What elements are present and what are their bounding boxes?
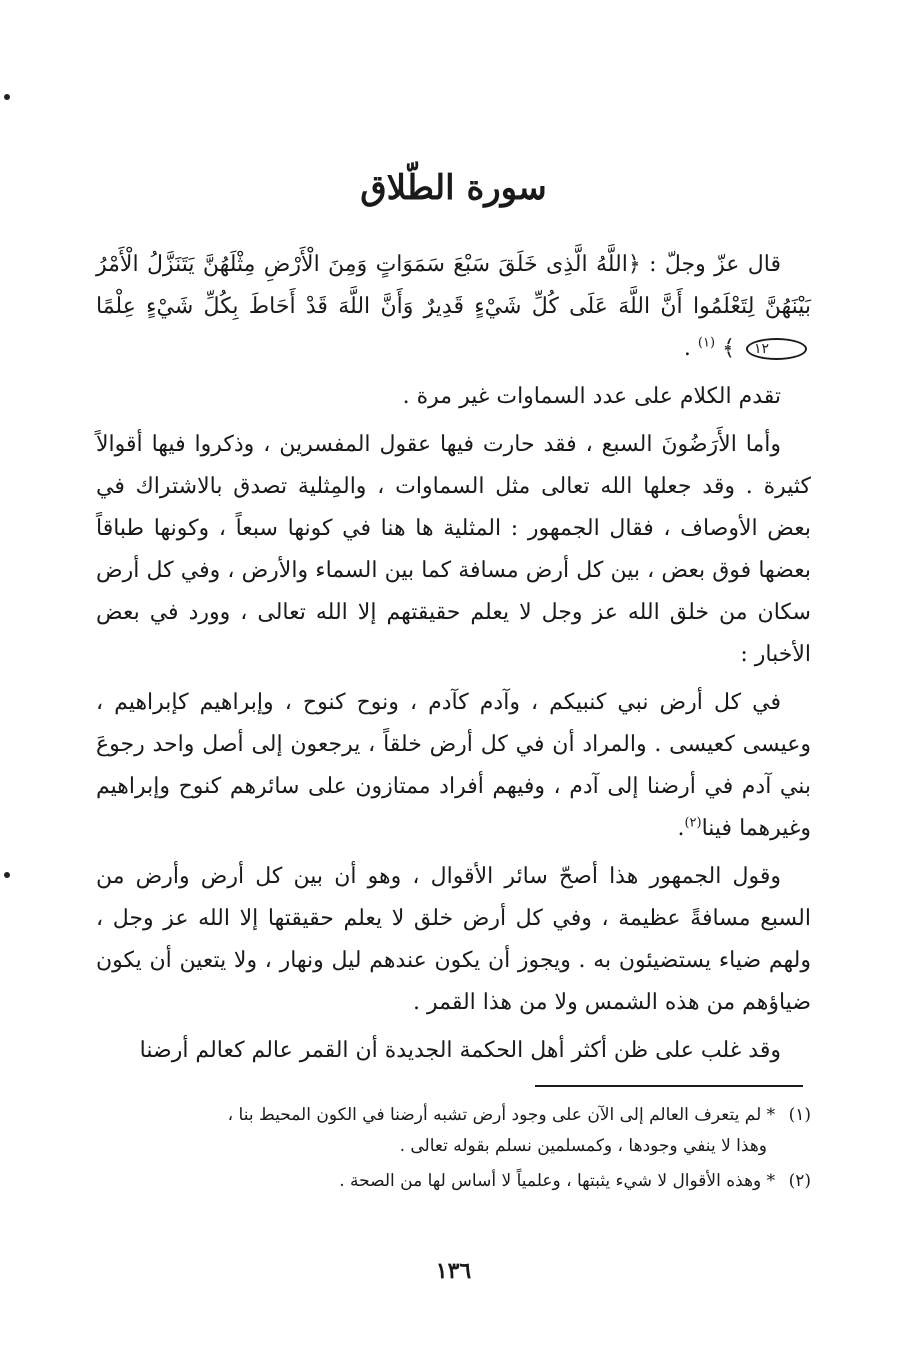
verse-end: . xyxy=(683,336,691,361)
paragraph-6: وقد غلب على ظن أكثر أهل الحكمة الجديدة أن القمر عالم كعالم أرضنا xyxy=(139,1038,781,1063)
paragraph-verse xyxy=(96,244,811,370)
page-number: ١٣٦ xyxy=(435,1258,472,1284)
verse-number-marker: ١٢ xyxy=(746,338,807,360)
footnotes-section xyxy=(96,1100,811,1201)
footnote-1-star: * xyxy=(766,1105,776,1125)
quran-verse: ﴿اللَّهُ الَّذِى خَلَقَ سَبْعَ سَمَوَاتٍ وَمِنَ الْأَرْضِ مِثْلَهُنَّ يَتَنَزَّلُ الْأَمْرُ بَيْنَهُنَّ لِتَعْلَمُوا أَنَّ اللَّهَ عَلَى كُلِّ شَيْءٍ قَدِيرٌ وَأَنَّ اللَّهَ قَدْ أَحَاطَ بِكُلِّ شَيْءٍ عِلْمًا xyxy=(96,252,811,319)
footnote-1 xyxy=(96,1100,811,1162)
footnote-1-number: (١) xyxy=(788,1105,811,1125)
paragraph-3: وأما الأَرَضُونَ السبع ، فقد حارت فيها عقول المفسرين ، وذكروا فيها أقوالاً كثيرة . وقد جعلها الله تعالى مثل السماوات ، والمِثلية تصدق بالاشتراك في بعض الأوصاف ، فقال الجمهور : المثلية ها هنا في كونها سبعاً ، وكونها طباقاً بعضها فوق بعض ، بين كل أرض مسافة كما بين السماء والأرض ، وفي كل أرض سكان من خلق الله عز وجل لا يعلم حقيقتهم إلا الله تعالى ، وورد في بعض الأخبار : xyxy=(96,432,811,667)
paragraph-4-end: . xyxy=(677,816,685,841)
footnote-ref-2[interactable]: (٢) xyxy=(684,815,702,831)
scan-edge-mark xyxy=(4,94,10,100)
footnote-1-line1: لم يتعرف العالم إلى الآن على وجود أرض تشبه أرضنا في الكون المحيط بنا ، xyxy=(227,1105,762,1125)
scan-edge-mark xyxy=(4,872,10,878)
paragraph-4 xyxy=(96,682,811,850)
verse-close-bracket: ﴾ xyxy=(722,336,735,361)
footnote-2-star: * xyxy=(766,1171,776,1191)
footnote-2-line1: وهذه الأقوال لا شيء يثبتها ، وعلمياً لا أساس لها من الصحة . xyxy=(339,1171,762,1191)
footnote-divider xyxy=(535,1085,803,1087)
footnote-2 xyxy=(96,1166,811,1197)
paragraph-2: تقدم الكلام على عدد السماوات غير مرة . xyxy=(402,384,781,409)
main-text xyxy=(96,244,811,1078)
footnote-ref-1[interactable]: (١) xyxy=(697,335,716,351)
paragraph-5: وقول الجمهور هذا أصحّ سائر الأقوال ، وهو أن بين كل أرض وأرض من السبع مسافةً عظيمة ، وفي كل أرض خلق لا يعلم حقيقتها إلا الله عز وجل ، ولهم ضياء يستضيئون به . ويجوز أن يكون عندهم ليل ونهار ، ولا يتعين أن يكون ضياؤهم من هذه الشمس ولا من هذا القمر . xyxy=(96,864,811,1015)
surah-title: سورة الطّلاق xyxy=(360,168,547,208)
footnote-2-number: (٢) xyxy=(788,1171,811,1191)
verse-intro: قال عزّ وجلّ : xyxy=(640,252,781,277)
paragraph-4-text: في كل أرض نبي كنبيكم ، وآدم كآدم ، ونوح كنوح ، وإبراهيم كإبراهيم ، وعيسى كعيسى . والمراد أن في كل أرض خلقاً ، يرجعون إلى أصل واحد رجوعَ بني آدم في أرضنا إلى آدم ، وفيهم أفراد ممتازون على سائرهم كنوح وإبراهيم وغيرهما فينا xyxy=(96,690,811,841)
footnote-1-line2: وهذا لا ينفي وجودها ، وكمسلمين نسلم بقوله تعالى . xyxy=(399,1136,767,1156)
